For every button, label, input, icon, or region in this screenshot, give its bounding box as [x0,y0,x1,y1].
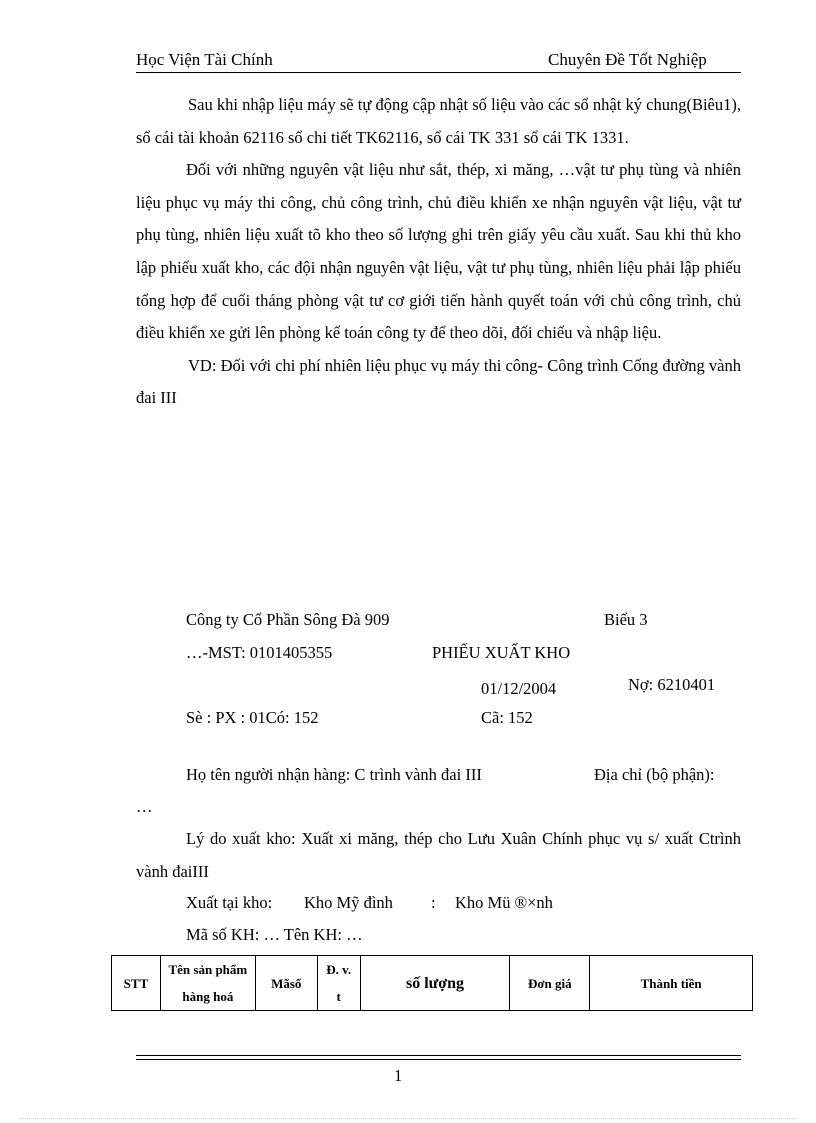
page-edge-dots [20,1118,796,1119]
receiver-name: Họ tên người nhận hàng: C trình vành đai III [186,765,482,784]
body-text [136,89,741,415]
address-label: Địa chỉ (bộ phận): [594,765,715,784]
col-quantity: số lượng [360,956,510,1011]
page-number: 1 [394,1066,403,1085]
table-header-row [112,956,753,1011]
slip-number: Sè : PX : 01Có: 152 [186,708,319,727]
warehouse-alt: Kho Mü ®×nh [455,893,553,912]
col-amount: Thành tiền [590,956,753,1011]
company-name: Công ty Cổ Phần Sông Đà 909 [186,610,390,629]
col-stt: STT [112,956,161,1011]
reason-block [136,823,741,888]
tax-code: …-MST: 0101405355 [186,643,333,662]
footer-rule-bottom [136,1059,741,1060]
credit-account: Cã: 152 [481,708,533,727]
customer-info: Mã số KH: … Tên KH: … [186,925,363,944]
warehouse-value: Kho Mỹ đình [304,893,393,912]
col-unit-line2: t [336,989,341,1004]
col-product-name [160,956,255,1011]
paragraph-2: Đối với những nguyên vật liệu như sắt, thép, xi măng, …vật tư phụ tùng và nhiên liệu phục vụ máy thi công, chủ công trình, chủ điều khiển xe nhận nguyên vật liệu, vật tư phụ tùng, nhiên liệu xuất tõ kho theo số lượng ghi trên giấy yêu cầu xuất. Sau khi thủ kho lập phiếu xuất kho, các đội nhận nguyên vật liệu, vật tư phụ tùng, nhiên liệu phải lập phiếu tổng hợp để cuối tháng phòng vật tư cơ giới tiến hành quyết toán với chủ công trình, chủ điều khiển xe gửi lên phòng kế toán công ty để theo dõi, đối chiếu và nhập liệu. [136,160,741,343]
warehouse-separator: : [431,893,436,912]
header-rule [136,72,741,73]
form-number: Biểu 3 [604,610,648,629]
export-reason: Lý do xuất kho: Xuất xi măng, thép cho Lưu Xuân Chính phục vụ s/ xuất Ctrình vành đaiIII [136,829,741,881]
form-date: 01/12/2004 [481,679,557,698]
col-unit-price: Đơn giá [510,956,590,1011]
footer-rule-top [136,1055,741,1056]
paragraph-3: VD: Đối với chi phí nhiên liệu phục vụ máy thi công- Công trình Cống đường vành đai III [136,355,741,408]
header-right: Chuyên Đề Tốt Nghiệp [548,50,707,69]
address-value: … [136,797,153,816]
col-unit [317,956,360,1011]
col-unit-line1: Đ. v. [326,962,352,977]
export-slip-table [111,955,753,1011]
warehouse-label: Xuất tại kho: [186,893,273,912]
col-product-name-line1: Tên sản phẩm [168,962,248,977]
col-code: Mãsố [255,956,317,1011]
header-left: Học Viện Tài Chính [136,50,273,69]
paragraph-1: Sau khi nhập liệu máy sẽ tự động cập nhật số liệu vào các sổ nhật ký chung(Biêu1), sổ cái tài khoản 62116 sổ chi tiết TK62116, sổ cái TK 331 sổ cái TK 1331. [136,95,741,147]
col-product-name-line2: hàng hoá [182,989,234,1004]
debit-account: Nợ: 6210401 [628,675,716,694]
form-title: PHIẾU XUẤT KHO [432,643,571,662]
